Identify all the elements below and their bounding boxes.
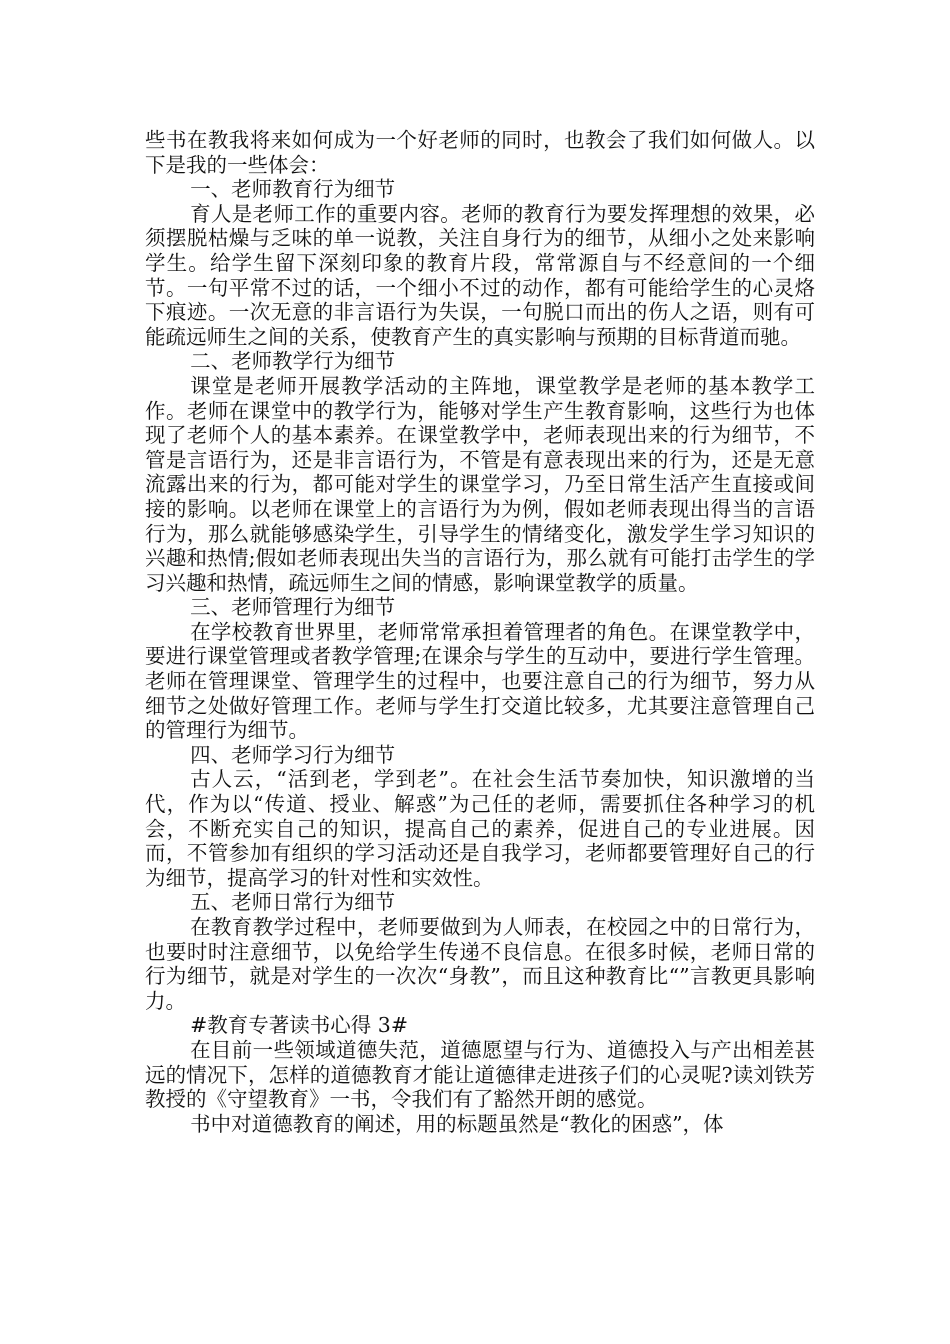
paragraph-intro: 些书在教我将来如何成为一个好老师的同时，也教会了我们如何做人。以下是我的一些体会： [145, 128, 815, 177]
section-heading-2: 二、老师教学行为细节 [190, 349, 396, 374]
section-heading-4: 四、老师学习行为细节 [190, 742, 396, 767]
document-body [145, 128, 815, 1136]
paragraph-section-5: 在教育教学过程中，老师要做到为人师表，在校园之中的日常行为，也要时时注意细节，以免给学生传递不良信息。在很多时候，老师日常的行为细节，就是对学生的一次次“身教”，而且这种教育比“”言教更具影响力。 [145, 915, 815, 1013]
paragraph-essay-3-intro: 在目前一些领域道德失范，道德愿望与行为、道德投入与产出相差甚远的情况下，怎样的道德教育才能让道德律走进孩子们的心灵呢?读刘铁芳教授的《守望教育》一书，令我们有了豁然开朗的感觉。 [145, 1037, 815, 1112]
paragraph-section-3: 在学校教育世界里，老师常常承担着管理者的角色。在课堂教学中，要进行课堂管理或者教学管理;在课余与学生的互动中，要进行学生管理。老师在管理课堂、管理学生的过程中，也要注意自己的行为细节，努力从细节之处做好管理工作。老师与学生打交道比较多，尤其要注意管理自己的管理行为细节。 [145, 619, 815, 743]
paragraph-section-4: 古人云，“活到老，学到老”。在社会生活节奏加快，知识激增的当代，作为以“传道、授业、解惑”为己任的老师，需要抓住各种学习的机会，不断充实自己的知识，提高自己的素养，促进自己的专业进展。因而，不管参加有组织的学习活动还是自我学习，老师都要管理好自己的行为细节，提高学习的针对性和实效性。 [145, 767, 815, 890]
paragraph-essay-3-continued: 书中对道德教育的阐述，用的标题虽然是“教化的困惑”，体 [190, 1111, 724, 1136]
essay-heading-3: #教育专著读书心得 3# [190, 1013, 409, 1038]
paragraph-section-1: 育人是老师工作的重要内容。老师的教育行为要发挥理想的效果，必须摆脱枯燥与乏味的单一说教，关注自身行为的细节，从细小之处来影响学生。给学生留下深刻印象的教育片段，常常源自与不经意间的一个细节。一句平常不过的话，一个细小不过的动作，都有可能给学生的心灵烙下痕迹。一次无意的非言语行为失误，一句脱口而出的伤人之语，则有可能疏远师生之间的关系，使教育产生的真实影响与预期的目标背道而驰。 [145, 201, 815, 349]
section-heading-1: 一、老师教育行为细节 [190, 177, 396, 202]
paragraph-section-2: 课堂是老师开展教学活动的主阵地，课堂教学是老师的基本教学工作。老师在课堂中的教学行为，能够对学生产生教育影响，这些行为也体现了老师个人的基本素养。在课堂教学中，老师表现出来的行为细节，不管是言语行为，还是非言语行为，不管是有意表现出来的行为，还是无意流露出来的行为，都可能对学生的课堂学习，乃至日常生活产生直接或间接的影响。以老师在课堂上的言语行为为例，假如老师表现出得当的言语行为，那么就能够感染学生，引导学生的情绪变化，激发学生学习知识的兴趣和热情;假如老师表现出失当的言语行为，那么就有可能打击学生的学习兴趣和热情，疏远师生之间的情感，影响课堂教学的质量。 [145, 373, 815, 595]
section-heading-5: 五、老师日常行为细节 [190, 890, 396, 915]
section-heading-3: 三、老师管理行为细节 [190, 595, 396, 620]
